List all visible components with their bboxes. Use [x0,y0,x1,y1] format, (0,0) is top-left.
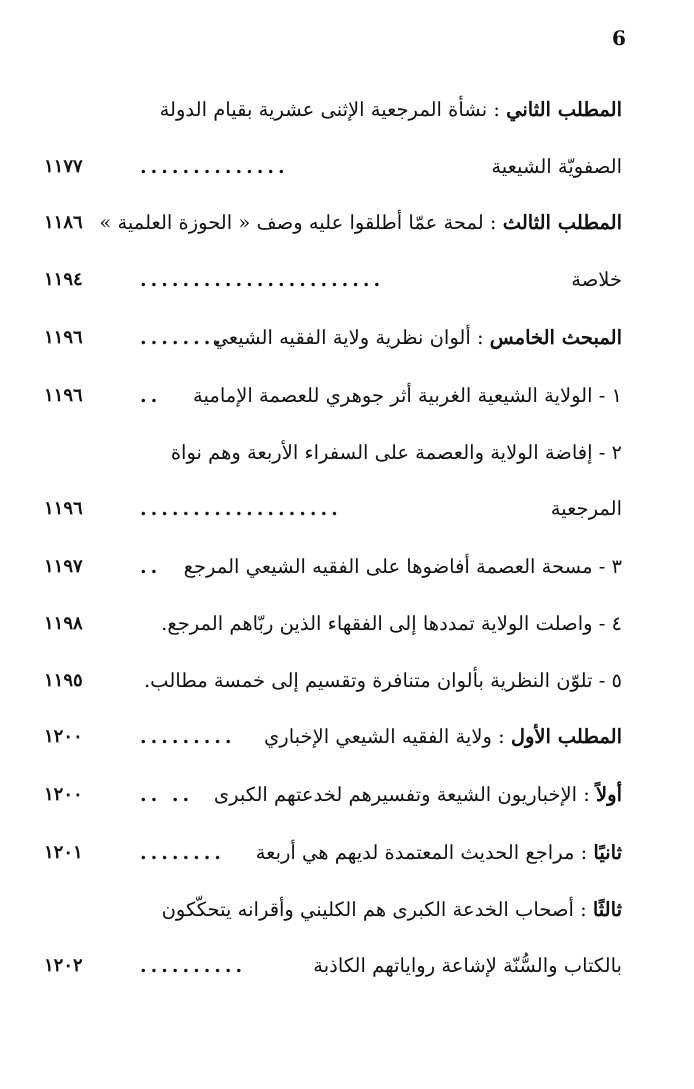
toc-entry-title [161,609,622,639]
toc-entry-text: الصفويّة الشيعية [491,155,622,178]
toc-entry-text: : ولاية الفقيه الشيعي الإخباري [264,725,511,748]
toc-entry-title [551,494,622,524]
toc-entry-title [491,152,622,182]
toc-leader-dots: ........ [140,842,225,864]
toc-entry-title [99,208,622,238]
toc-leader-dots: ....................... [140,269,385,291]
toc-entry-title [144,666,622,696]
toc-entry-title [214,780,622,810]
toc-leader-dots: .. [140,385,162,407]
toc-leader-dots: ........ [140,327,225,349]
toc-page-number: ١٢٠٢ [44,955,83,976]
toc-entry-text: بالكتاب والسُّنّة لإشاعة رواياتهم الكاذبة [313,954,622,977]
toc-entry-heading: أولاً [596,783,622,806]
toc-leader-dots: ......... [140,726,236,748]
toc-entry-title [160,95,622,125]
toc-entry-title [162,895,622,925]
toc-entry-text: ٢ - إفاضة الولاية والعصمة على السفراء الأربعة وهم نواة [170,441,622,464]
toc-entry-title [256,838,622,868]
toc-entry [0,265,694,295]
toc-page-number: ١١٩٦ [44,498,83,519]
toc-page-number: ١٢٠١ [44,842,83,863]
toc-entry-heading: المطلب الأول [510,725,622,748]
toc-entry-heading: المبحث الخامس [489,326,622,349]
toc-entry-title [264,722,622,752]
toc-entry-text: المرجعية [550,497,622,520]
toc-entry-text: ٣ - مسحة العصمة أفاضوها على الفقيه الشيعي المرجع [183,555,622,578]
toc-entry-title [184,552,622,582]
toc-entry-text: : ألوان نظرية ولاية الفقيه الشيعي [212,326,490,349]
toc-entry-text: ١ - الولاية الشيعية الغربية أثر جوهري للعصمة الإمامية [193,384,622,407]
toc-entry [0,722,694,752]
toc-entry-title [193,381,622,411]
toc-page-number: ١١٩٨ [44,613,83,634]
toc-entry-text: ٥ - تلوّن النظرية بألوان متنافرة وتقسيم إلى خمسة مطالب. [143,669,622,692]
toc-leader-dots: ................... [140,498,342,520]
toc-page-number: ١٢٠٠ [44,784,83,805]
toc-leader-dots: .. [140,556,162,578]
toc-leader-dots: .......... [140,955,247,977]
toc-page-number: ١١٩٦ [44,327,83,348]
toc-entry-text: : مراجع الحديث المعتمدة لديهم هي أربعة [255,841,594,864]
toc-page-number: ١١٩٤ [44,269,83,290]
toc-entry-heading: ثالثًا [592,898,622,921]
toc-entry [0,494,694,524]
toc-page-number: ١١٩٦ [44,385,83,406]
toc-entry [0,323,694,353]
toc-entry-heading: ثانيًا [593,841,622,864]
toc-entry-text: : لمحة عمّا أطلقوا عليه وصف « الحوزة العلمية » [99,211,503,234]
toc-entry [0,609,694,639]
toc-entry [0,95,694,125]
toc-entry [0,152,694,182]
toc-entry-title [571,265,622,295]
toc-entry-heading: المطلب الثالث [502,211,622,234]
toc-entry-text: : الإخباريون الشيعة وتفسيرهم لخدعتهم الكبرى [213,783,597,806]
toc-leader-dots: .. .. [140,784,194,806]
toc-leader-dots: .............. [140,156,289,178]
toc-entry [0,838,694,868]
toc-entry-title [213,323,622,353]
toc-entry [0,951,694,981]
toc-page-number: ١١٩٧ [44,556,83,577]
toc-entry-title [313,951,622,981]
toc-entry [0,895,694,925]
toc-entry-text: : نشأة المرجعية الإثنى عشرية بقيام الدولة [159,98,507,121]
toc-entry [0,666,694,696]
toc-entry-text: : أصحاب الخدعة الكبرى هم الكليني وأقرانه يتحكّكون [161,898,593,921]
toc-page-number: ١١٨٦ [44,212,83,233]
toc-entry-heading: المطلب الثاني [506,98,622,121]
toc-page-number: ١١٧٧ [44,156,83,177]
toc-entry [0,780,694,810]
toc-entry-text: ٤ - واصلت الولاية تمددها إلى الفقهاء الذين ربّاهم المرجع. [161,612,622,635]
toc-page-number: ١١٩٥ [44,670,83,691]
toc-entry [0,208,694,238]
toc-entry-text: خلاصة [571,268,622,291]
toc-entry [0,381,694,411]
toc-entry-title [171,438,622,468]
toc-entry [0,552,694,582]
toc-page-number: ١٢٠٠ [44,726,83,747]
toc-entry [0,438,694,468]
page-number: 6 [612,26,626,50]
